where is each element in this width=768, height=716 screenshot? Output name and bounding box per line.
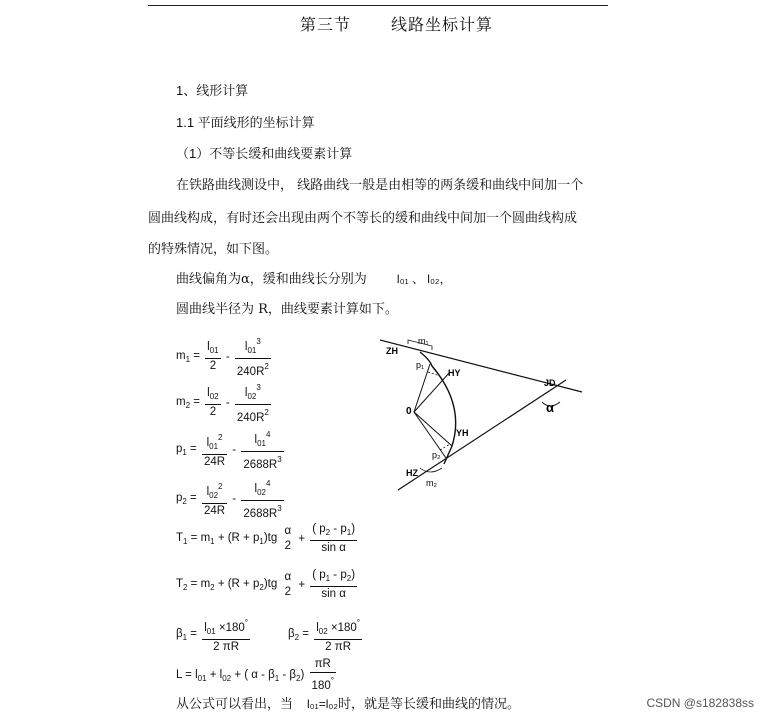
- conclusion-suffix: 时，就是等长缓和曲线的情况。: [338, 697, 521, 712]
- p1-label: p₁: [416, 360, 425, 370]
- paragraph-line: 在铁路曲线测设中， 线路曲线一般是由相等的两条缓和曲线中间加一个: [176, 178, 584, 193]
- p2-label: p₂: [432, 450, 441, 460]
- paragraph-line: 的特殊情况，如下图。: [148, 242, 279, 257]
- formula-t2: $T_2 = m_2 + (R + p_2)tg$ α 2 + $\frac{( p_1 - p_2)}{\text{sin α}}$: [176, 569, 356, 600]
- formula-p2: $p_2$ = $\frac{l_{02}^2}{24R}$ - $\frac{l_{02}^4}{2688R^3}$: [176, 476, 286, 522]
- conclusion-prefix: 从公式可以看出，当: [176, 697, 294, 712]
- paragraph-line: 圆曲线构成，有时还会出现由两个不等长的缓和曲线中间加一个圆曲线构成: [148, 211, 578, 226]
- deflection-angle-label: 曲线偏角为α，缓和曲线长分别为: [176, 272, 367, 287]
- conclusion-text: [176, 693, 520, 712]
- transition-lengths: l₀₁ 、 l₀₂，: [396, 272, 452, 286]
- formula-beta2: $\beta_2$ = $\frac{l_{02} \times 180^\circ}{2 \pi R}$: [288, 615, 364, 655]
- yh-label: YH: [456, 428, 469, 438]
- deflection-angle-text: [176, 268, 452, 287]
- jd-label: JD: [544, 378, 556, 388]
- radius-line: [414, 412, 446, 458]
- page-title: [300, 12, 493, 35]
- tangent-line-2: [398, 380, 566, 490]
- zh-label: ZH: [386, 346, 398, 356]
- section-name: 线路坐标计算: [391, 15, 494, 34]
- formula-p1: $p_1$ = $\frac{l_{01}^2}{24R}$ - $\frac{l_{01}^4}{2688R^3}$: [176, 427, 286, 473]
- radius-line: [414, 412, 452, 446]
- formula-t1: $T_1 = m_1 + (R + p_1)tg$ α 2 + $\frac{( p_2 - p_1)}{\text{sin α}}$: [176, 523, 356, 554]
- formula-m1: $m_1$ = $\frac{l_{01}}{2}$ - $\frac{l_{01}^3}{240R^2}$: [176, 334, 273, 380]
- hz-label: HZ: [406, 468, 418, 478]
- curve-diagram: [370, 330, 590, 510]
- hy-label: HY: [448, 368, 461, 378]
- heading-1: 1、线形计算: [176, 83, 249, 98]
- alpha-label: α: [546, 400, 554, 415]
- radius-line: [414, 372, 450, 412]
- watermark: CSDN @s182838ss: [646, 696, 754, 710]
- heading-item-1: （1）不等长缓和曲线要素计算: [176, 146, 353, 161]
- formula-l: $L = l_{01} + l_{02}$ + ( α - $\beta_1 - \beta_2$) $\frac{\pi R}{180^\circ}$: [176, 658, 334, 692]
- top-rule: [148, 5, 608, 6]
- radius-line: [414, 364, 430, 412]
- heading-1-1: 1.1 平面线形的坐标计算: [176, 115, 315, 130]
- m2-label: m₂: [426, 478, 437, 488]
- formula-beta1: $\beta_1$ = $\frac{l_{01} \times 180^\circ}{2 \pi R}$: [176, 615, 252, 655]
- m1-label: m₁: [418, 336, 429, 346]
- center-label: 0: [406, 406, 412, 417]
- section-number: 第三节: [300, 15, 352, 34]
- conclusion-condition: l₀₁=l₀₂: [307, 697, 339, 711]
- shift-dash: [440, 444, 450, 450]
- formula-m2: $m_2$ = $\frac{l_{02}}{2}$ - $\frac{l_{02}^3}{240R^2}$: [176, 380, 273, 426]
- radius-text: 圆曲线半径为 R，曲线要素计算如下。: [176, 302, 398, 317]
